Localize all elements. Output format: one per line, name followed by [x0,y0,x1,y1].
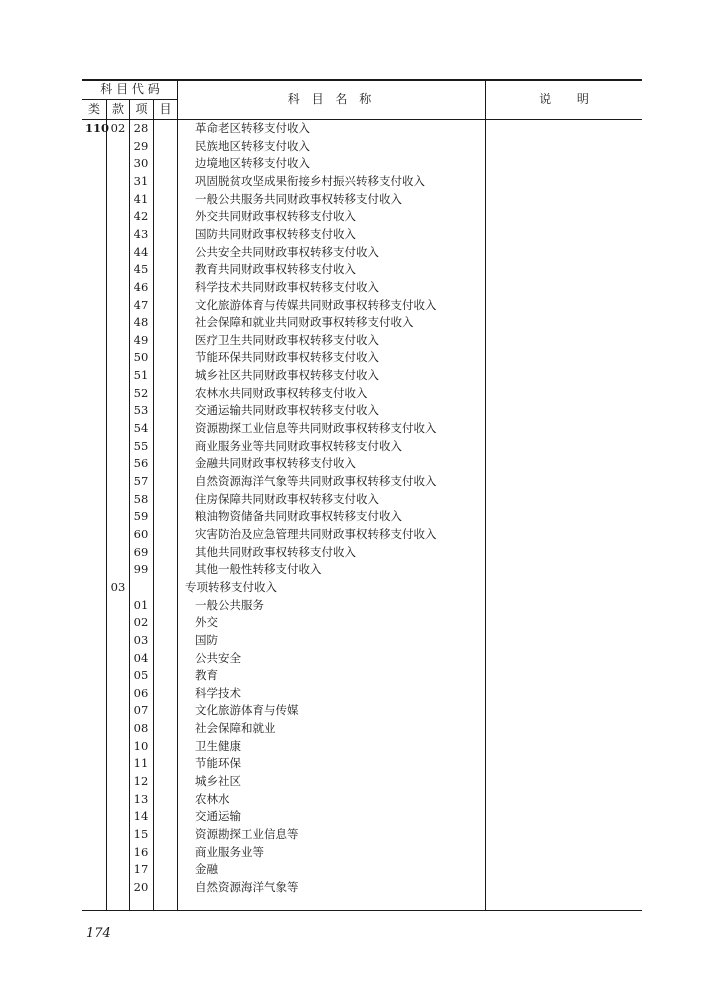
cell-name: 医疗卫生共同财政事权转移支付收入 [195,332,379,347]
cell-xiang: 13 [133,791,149,806]
cell-name: 民族地区转移支付收入 [195,138,310,153]
table-row [82,349,642,367]
cell-xiang: 47 [133,297,149,312]
page-number: 174 [86,926,111,941]
cell-xiang: 48 [133,315,149,330]
cell-name: 文化旅游体育与传媒 [195,703,299,718]
cell-name: 粮油物资储备共同财政事权转移支付收入 [195,509,402,524]
table-row [82,332,642,350]
table-row [82,420,642,438]
cell-xiang: 02 [133,615,149,630]
table-row [82,755,642,773]
cell-xiang: 06 [133,685,149,700]
cell-xiang: 03 [133,632,149,647]
cell-xiang: 59 [133,509,149,524]
cell-name: 金融 [195,862,218,877]
cell-xiang: 60 [133,526,149,541]
cell-name: 交通运输 [195,809,241,824]
table-row [82,385,642,403]
table-row [82,491,642,509]
cell-name: 革命老区转移支付收入 [195,121,310,135]
table-row [82,279,642,297]
cell-xiang: 16 [133,844,149,859]
table-bottom-rule [82,910,642,911]
cell-name: 商业服务业等 [195,844,264,859]
table-row [82,526,642,544]
table-row [82,597,642,615]
table-row [82,155,642,173]
cell-name: 外交共同财政事权转移支付收入 [195,209,356,224]
cell-name: 资源勘探工业信息等 [195,827,299,841]
table-row [82,314,642,332]
table-row [82,138,642,156]
cell-name: 国防 [195,632,218,647]
cell-xiang: 30 [133,156,149,171]
cell-name: 交通运输共同财政事权转移支付收入 [195,403,379,418]
cell-xiang: 54 [133,421,149,436]
table-row [82,402,642,420]
cell-name: 灾害防治及应急管理共同财政事权转移支付收入 [195,526,437,541]
cell-xiang: 42 [133,209,149,224]
cell-xiang: 57 [133,474,149,488]
cell-xiang: 12 [133,774,149,789]
cell-xiang: 45 [133,262,149,277]
cell-xiang: 58 [133,491,149,506]
cell-xiang: 69 [133,544,149,559]
cell-xiang: 99 [133,562,149,577]
table-row [82,773,642,791]
cell-name: 文化旅游体育与传媒共同财政事权转移支付收入 [195,297,437,312]
cell-name: 卫生健康 [195,738,241,753]
table-row [82,667,642,685]
table-row [82,844,642,862]
table-row [82,367,642,385]
header-col-name: 科 目 名 称 [287,92,376,106]
table-row [82,438,642,456]
cell-name: 专项转移支付收入 [185,579,277,594]
cell-name: 公共安全 [195,650,241,665]
table-row [82,455,642,473]
cell-name: 农林水共同财政事权转移支付收入 [195,385,368,400]
table-row [82,632,642,650]
table-row [82,861,642,879]
cell-name: 城乡社区共同财政事权转移支付收入 [195,368,379,383]
cell-xiang: 01 [133,597,149,612]
cell-xiang: 50 [133,350,149,365]
table-row [82,120,642,138]
cell-name: 社会保障和就业共同财政事权转移支付收入 [195,315,414,330]
cell-name: 住房保障共同财政事权转移支付收入 [195,491,379,506]
cell-xiang: 28 [133,121,149,135]
cell-kuan: 02 [110,121,126,135]
cell-xiang: 10 [133,738,149,753]
cell-name: 科学技术 [195,685,241,700]
table-row [82,508,642,526]
cell-xiang: 29 [133,138,149,153]
table-row [82,702,642,720]
cell-xiang: 04 [133,650,149,665]
cell-name: 农林水 [195,791,230,806]
table-row [82,826,642,844]
cell-name: 科学技术共同财政事权转移支付收入 [195,279,379,294]
cell-xiang: 43 [133,226,149,241]
cell-xiang: 11 [133,756,149,771]
cell-kuan: 03 [110,579,126,594]
header-col-mu: 目 [159,102,172,116]
header-col-xiang: 项 [135,102,148,116]
cell-name: 国防共同财政事权转移支付收入 [195,226,356,241]
cell-name: 城乡社区 [195,774,241,789]
header-col-lei: 类 [87,102,100,116]
table-row [82,226,642,244]
cell-xiang: 17 [133,862,149,877]
cell-xiang: 56 [133,456,149,471]
cell-lei: 110 [84,121,109,135]
cell-name: 节能环保共同财政事权转移支付收入 [195,350,379,365]
cell-xiang: 55 [133,438,149,453]
cell-xiang: 05 [133,668,149,683]
table-row [82,297,642,315]
table-row [82,808,642,826]
cell-xiang: 15 [133,827,149,841]
cell-name: 自然资源海洋气象等共同财政事权转移支付收入 [195,474,437,488]
header-col-desc: 说 明 [539,92,589,106]
table-row [82,791,642,809]
cell-name: 资源勘探工业信息等共同财政事权转移支付收入 [195,421,437,436]
cell-xiang: 51 [133,368,149,383]
cell-name: 公共安全共同财政事权转移支付收入 [195,244,379,259]
table-row [82,473,642,491]
cell-xiang: 49 [133,332,149,347]
code-group-rule [82,99,178,100]
cell-name: 节能环保 [195,756,241,771]
cell-name: 教育共同财政事权转移支付收入 [195,262,356,277]
table-row [82,614,642,632]
cell-xiang: 41 [133,191,149,206]
cell-xiang: 07 [133,703,149,718]
cell-name: 一般公共服务共同财政事权转移支付收入 [195,191,402,206]
cell-name: 其他共同财政事权转移支付收入 [195,544,356,559]
cell-xiang: 14 [133,809,149,824]
table-row [82,261,642,279]
cell-name: 自然资源海洋气象等 [195,879,299,894]
table-row [82,738,642,756]
cell-name: 社会保障和就业 [195,721,276,736]
cell-xiang: 20 [133,879,149,894]
table-row [82,685,642,703]
table-row [82,208,642,226]
table-row [82,244,642,262]
cell-name: 一般公共服务 [195,597,264,612]
cell-xiang: 53 [133,403,149,418]
table-row [82,561,642,579]
cell-xiang: 52 [133,385,149,400]
cell-name: 商业服务业等共同财政事权转移支付收入 [195,438,402,453]
cell-name: 金融共同财政事权转移支付收入 [195,456,356,471]
table-row [82,579,642,597]
cell-name: 教育 [195,668,218,683]
cell-name: 巩固脱贫攻坚成果衔接乡村振兴转移支付收入 [195,173,425,188]
table-row [82,720,642,738]
cell-name: 边境地区转移支付收入 [195,156,310,171]
cell-xiang: 31 [133,173,149,188]
cell-xiang: 08 [133,721,149,736]
cell-xiang: 44 [133,244,149,259]
table-row [82,544,642,562]
cell-name: 其他一般性转移支付收入 [195,562,322,577]
table-row [82,191,642,209]
table-row [82,173,642,191]
table-row [82,650,642,668]
cell-xiang: 46 [133,279,149,294]
cell-name: 外交 [195,615,218,630]
table-row [82,879,642,897]
header-code-group: 科 目 代 码 [100,82,160,96]
header-col-kuan: 款 [111,102,124,116]
